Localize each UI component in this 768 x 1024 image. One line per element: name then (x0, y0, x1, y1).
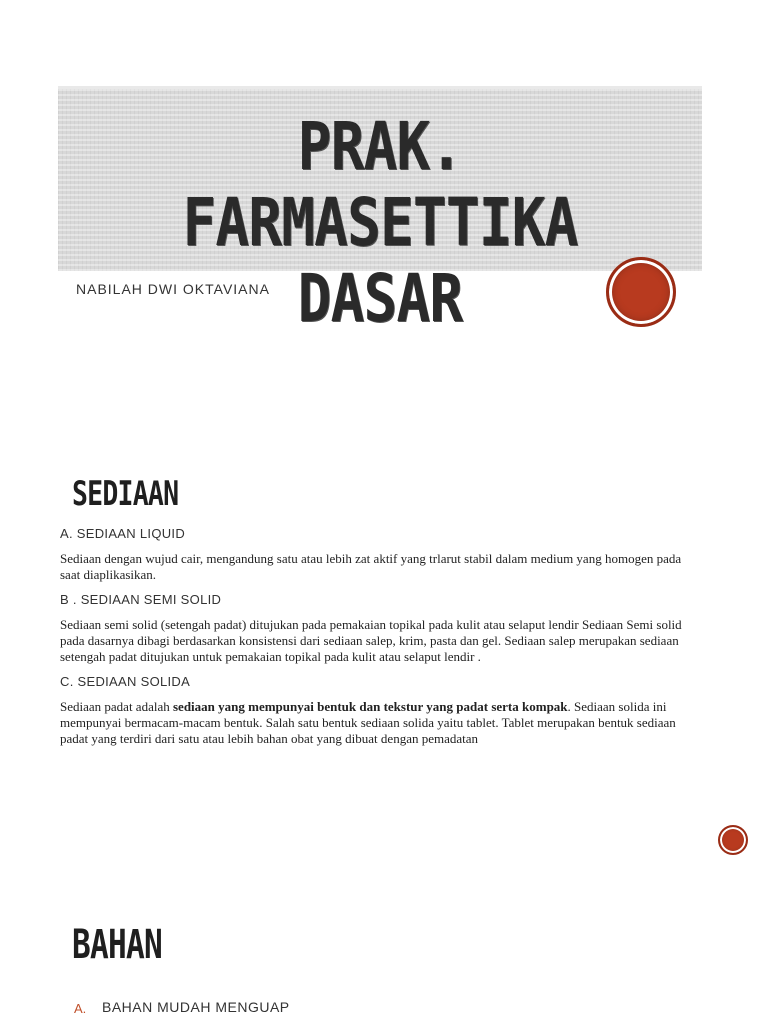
bahan-bullet-a: A. (74, 1001, 87, 1016)
decorative-circle-icon (606, 257, 676, 327)
title-line-2: DASAR (297, 260, 463, 337)
title-line-1: PRAK. FARMASETTIKA (182, 108, 578, 261)
solida-text-bold: sediaan yang mempunyai bentuk dan tekstur yang padat serta kompak (172, 699, 568, 714)
title-slide (0, 0, 768, 420)
author-name: NABILAH DWI OKTAVIANA (76, 281, 270, 297)
decorative-circle-small-icon (718, 825, 748, 855)
sediaan-liquid-label: A. SEDIAAN LIQUID (60, 526, 186, 541)
solida-text-post: . Sediaan solida ini mempunyai bermacam-macam bentuk. Salah satu bentuk sediaan solida yaitu tablet. Tablet merupakan bentuk sediaan padat yang terdiri dari satu atau lebih bahan obat yang dibuat dengan pemadatan (60, 699, 676, 746)
sediaan-semi-solid-label: B . SEDIAAN SEMI SOLID (60, 592, 222, 607)
bahan-heading: BAHAN (72, 922, 163, 968)
sediaan-liquid-text: Sediaan dengan wujud cair, mengandung satu atau lebih zat aktif yang trlarut stabil dalam medium yang homogen pada saat diaplikasikan. (60, 551, 682, 582)
sediaan-semi-solid-text: Sediaan semi solid (setengah padat) ditujukan pada pemakaian topikal pada kulit atau selaput lendir Sediaan Semi solid pada dasarnya dibagi berdasarkan konsistensi dari sediaan salep, krim, pasta dan gel. Sediaan salep merupakan sediaan setengah padat ditujukan untuk pemakaian topikal pada kulit atau selaput lendir . (60, 617, 682, 664)
solida-text-pre: Sediaan padat adalah (60, 699, 173, 714)
bahan-item-mudah-menguap: BAHAN MUDAH MENGUAP (102, 999, 290, 1015)
sediaan-solida-text (60, 699, 700, 747)
sediaan-heading: SEDIAAN (72, 474, 179, 514)
sediaan-solida-label: C. SEDIAAN SOLIDA (60, 674, 191, 689)
presentation-title (106, 109, 653, 337)
